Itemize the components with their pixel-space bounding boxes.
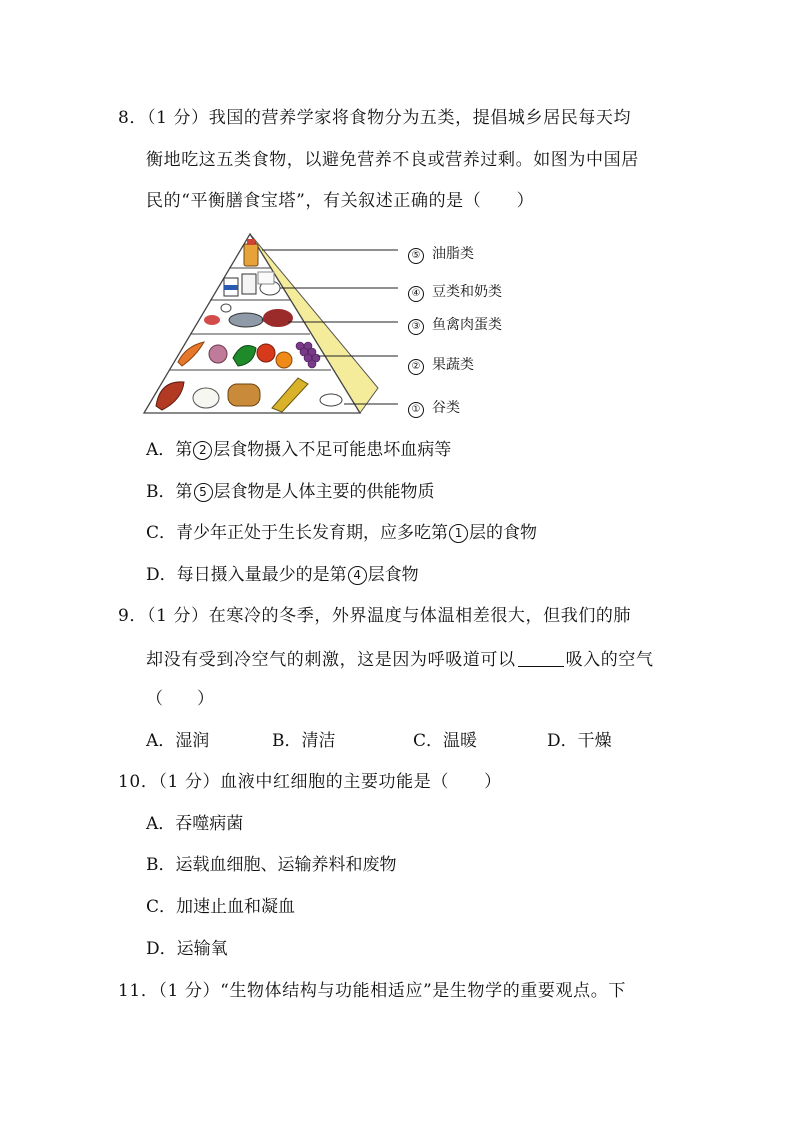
q9-stem-line2 (146, 650, 654, 669)
circled-number: 4 (348, 566, 367, 585)
pyramid-label-text: 油脂类 (432, 246, 474, 262)
stem-text: 吸入的空气 (565, 650, 654, 670)
q10-option-a[interactable]: A．吞噬病菌 (146, 814, 244, 834)
pyramid-label-number: ③ (408, 319, 424, 335)
fill-in-blank (518, 650, 564, 667)
q8-stem-line2: 衡地吃这五类食物，以避免营养不良或营养过剩。如图为中国居 (146, 150, 639, 170)
q8-option-a[interactable] (146, 441, 451, 460)
q8-stem-line3: 民的“平衡膳食宝塔”，有关叙述正确的是（ ） (146, 191, 535, 211)
pyramid-label-number: ⑤ (408, 248, 424, 264)
pyramid-label-1 (408, 397, 460, 418)
circled-number: 5 (194, 483, 213, 502)
option-text: 层食物是人体主要的供能物质 (213, 482, 435, 502)
q10-stem: 10．（1 分）血液中红细胞的主要功能是（ ） (118, 772, 502, 792)
pyramid-label-number: ② (408, 359, 424, 375)
pyramid-label-text: 鱼禽肉蛋类 (432, 317, 502, 333)
q9-option-c[interactable]: C．温暖 (413, 731, 478, 751)
pyramid-label-number: ① (408, 402, 424, 418)
q10-option-b[interactable]: B．运载血细胞、运输养料和废物 (146, 855, 397, 875)
pyramid-label-number: ④ (408, 286, 424, 302)
q8-stem-line1: 8．（1 分）我国的营养学家将食物分为五类，提倡城乡居民每天均 (118, 108, 632, 128)
pyramid-label-text: 果蔬类 (432, 357, 474, 373)
q9-option-b[interactable]: B．清洁 (272, 731, 336, 751)
q9-option-a[interactable]: A．湿润 (146, 731, 210, 751)
option-text: 层的食物 (469, 523, 538, 543)
pyramid-label-text: 谷类 (432, 400, 460, 416)
circled-number: 2 (193, 441, 212, 460)
option-text: A．第 (146, 440, 193, 460)
pyramid-label-5 (408, 243, 474, 264)
option-text: B．第 (146, 482, 193, 502)
food-pyramid-illustration (138, 228, 398, 418)
option-text: C．青少年正处于生长发育期，应多吃第 (146, 523, 449, 543)
pyramid-label-4 (408, 281, 502, 302)
q10-option-d[interactable]: D．运输氧 (146, 939, 228, 959)
q9-stem-line1: 9．（1 分）在寒冷的冬季，外界温度与体温相差很大，但我们的肺 (118, 606, 632, 626)
pyramid-label-text: 豆类和奶类 (432, 284, 502, 300)
q8-option-c[interactable] (146, 524, 537, 543)
q11-stem-line1: 11．（1 分）“生物体结构与功能相适应”是生物学的重要观点。下 (118, 981, 626, 1001)
stem-text: 却没有受到冷空气的刺激，这是因为呼吸道可以 (146, 650, 516, 670)
pyramid-label-3 (408, 314, 502, 335)
q9-option-d[interactable]: D．干燥 (547, 731, 612, 751)
option-text: D．每日摄入量最少的是第 (146, 565, 347, 585)
pyramid-label-2 (408, 354, 474, 375)
circled-number: 1 (449, 524, 468, 543)
option-text: 层食物 (367, 565, 419, 585)
option-text: 层食物摄入不足可能患坏血病等 (213, 440, 452, 460)
q8-option-b[interactable] (146, 483, 435, 502)
q10-option-c[interactable]: C．加速止血和凝血 (146, 897, 296, 917)
q9-stem-line3: （ ） (146, 689, 214, 709)
q8-option-d[interactable] (146, 566, 419, 585)
